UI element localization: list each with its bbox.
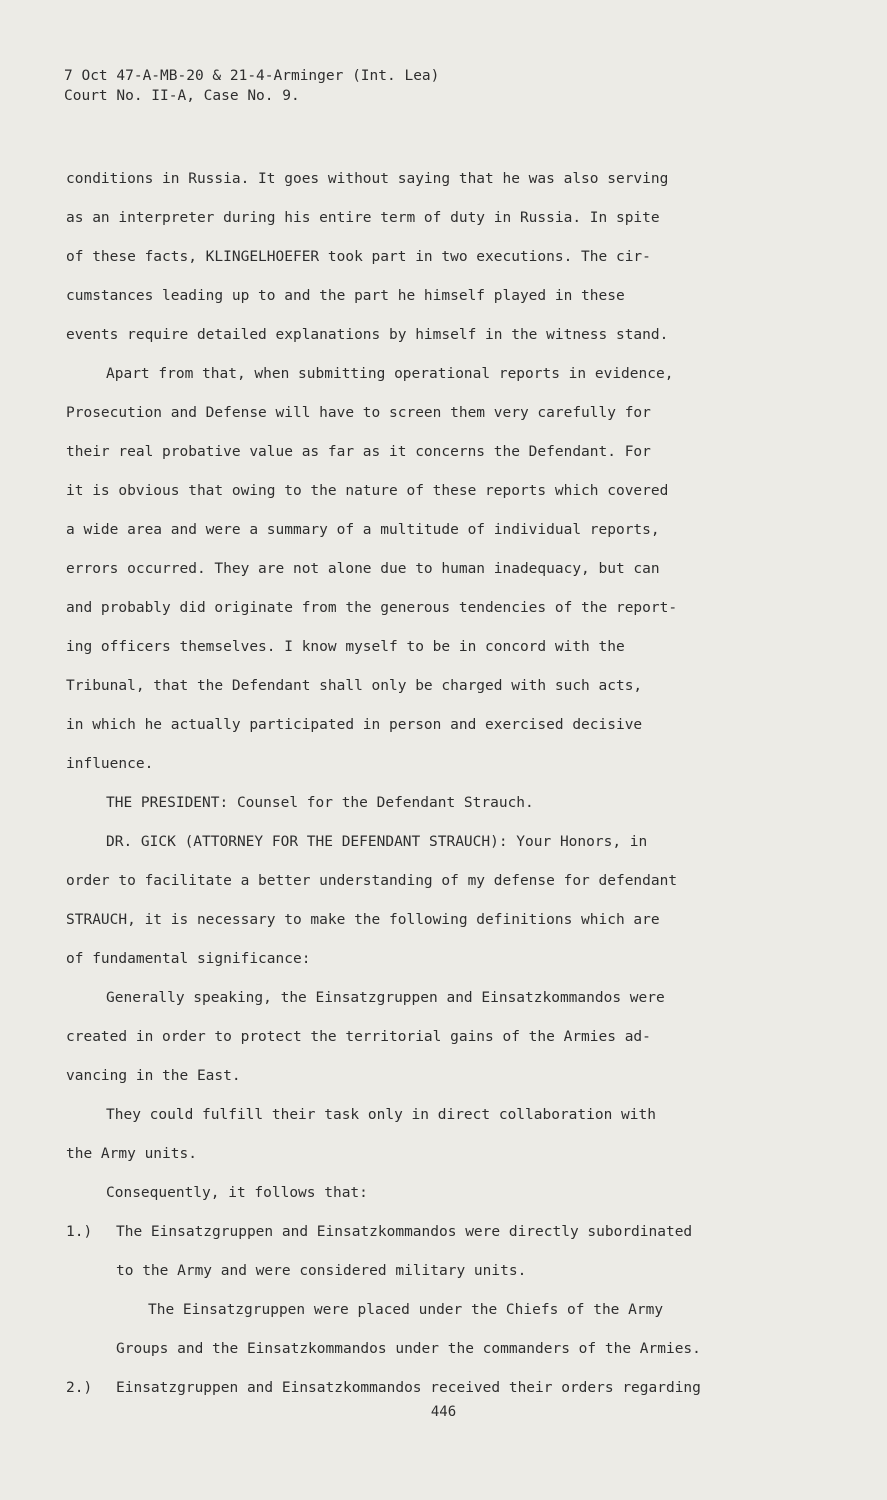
text-line: influence.	[66, 756, 154, 772]
text-line: their real probative value as far as it concerns the Defendant. For	[66, 444, 651, 460]
item-text: The Einsatzgruppen and Einsatzkommandos were directly subordinated	[116, 1224, 693, 1240]
text-line: a wide area and were a summary of a multitude of individual reports,	[66, 522, 660, 538]
numbered-item	[66, 1369, 856, 1408]
numbered-item	[66, 1213, 856, 1252]
item-subparagraph: The Einsatzgruppen were placed under the Chiefs of the Army	[148, 1302, 664, 1318]
header-line-2: Court No. II-A, Case No. 9.	[64, 88, 300, 104]
document-body	[66, 160, 856, 1408]
text-line: and probably did originate from the generous tendencies of the report-	[66, 600, 678, 616]
header-line-1: 7 Oct 47-A-MB-20 & 21-4-Arminger (Int. Lea)	[64, 68, 440, 84]
text-line: the Army units.	[66, 1146, 197, 1162]
text-line: Consequently, it follows that:	[106, 1185, 368, 1201]
text-line: STRAUCH, it is necessary to make the following definitions which are	[66, 912, 660, 928]
text-line: vancing in the East.	[66, 1068, 241, 1084]
text-line: of these facts, KLINGELHOEFER took part in two executions. The cir-	[66, 249, 651, 265]
item-number: 2.)	[66, 1380, 93, 1396]
text-line: Generally speaking, the Einsatzgruppen and Einsatzkommandos were	[106, 990, 665, 1006]
text-line: conditions in Russia. It goes without saying that he was also serving	[66, 171, 669, 187]
item-number: 1.)	[66, 1224, 93, 1240]
text-line: it is obvious that owing to the nature of these reports which covered	[66, 483, 669, 499]
item-text: Einsatzgruppen and Einsatzkommandos received their orders regarding	[116, 1380, 701, 1396]
text-line: as an interpreter during his entire term of duty in Russia. In spite	[66, 210, 660, 226]
text-line: cumstances leading up to and the part he himself played in these	[66, 288, 625, 304]
item-continuation: Groups and the Einsatzkommandos under the commanders of the Armies.	[116, 1341, 701, 1357]
item-continuation: to the Army and were considered military units.	[116, 1263, 527, 1279]
text-line: created in order to protect the territorial gains of the Armies ad-	[66, 1029, 651, 1045]
text-line: Apart from that, when submitting operational reports in evidence,	[106, 366, 674, 382]
text-line: errors occurred. They are not alone due to human inadequacy, but can	[66, 561, 660, 577]
text-line: They could fulfill their task only in direct collaboration with	[106, 1107, 656, 1123]
text-line: of fundamental significance:	[66, 951, 311, 967]
speaker-line: THE PRESIDENT: Counsel for the Defendant Strauch.	[106, 795, 534, 811]
text-line: order to facilitate a better understanding of my defense for defendant	[66, 873, 678, 889]
text-line: Prosecution and Defense will have to screen them very carefully for	[66, 405, 651, 421]
text-line: ing officers themselves. I know myself to be in concord with the	[66, 639, 625, 655]
text-line: Tribunal, that the Defendant shall only be charged with such acts,	[66, 678, 643, 694]
speaker-line: DR. GICK (ATTORNEY FOR THE DEFENDANT STRAUCH): Your Honors, in	[106, 834, 648, 850]
text-line: events require detailed explanations by himself in the witness stand.	[66, 327, 669, 343]
page-number: 446	[430, 1404, 457, 1420]
document-header	[64, 66, 439, 106]
text-line: in which he actually participated in person and exercised decisive	[66, 717, 643, 733]
